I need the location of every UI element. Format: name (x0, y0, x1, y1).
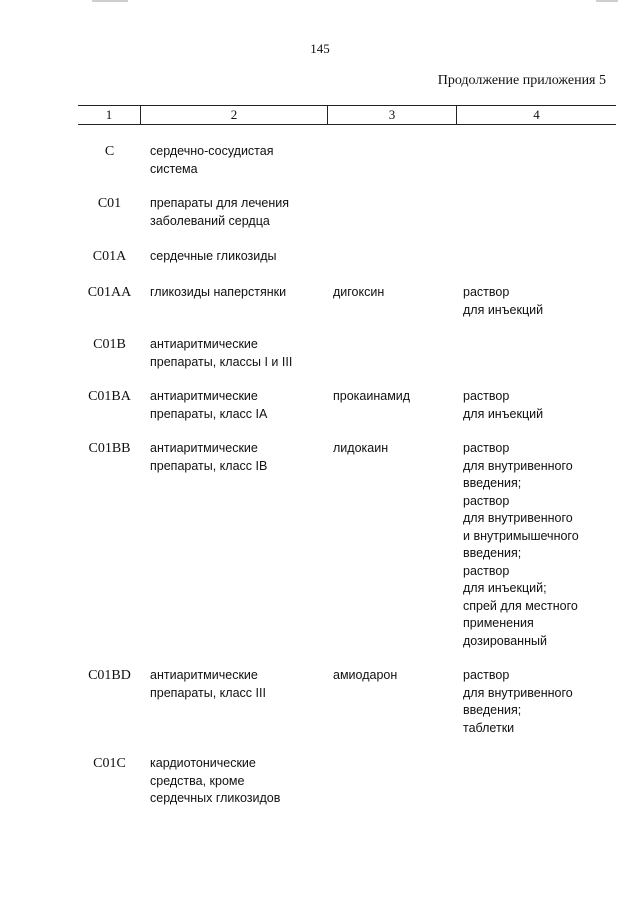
table-header-row (78, 105, 616, 125)
page-number: 145 (310, 41, 330, 56)
dosage-form: раствор для инъекций (463, 285, 544, 317)
scan-edge-left (92, 0, 128, 2)
group-name: препараты для лечения заболеваний сердца (150, 196, 289, 228)
header-col-3: 3 (328, 106, 457, 124)
drug-name: амиодарон (333, 668, 398, 682)
atc-code: C01 (97, 196, 122, 211)
atc-code: C01B (93, 337, 126, 352)
group-name: кардиотонические средства, кроме сердечных гликозидов (150, 756, 281, 805)
atc-code: C01BD (88, 668, 131, 683)
group-name: гликозиды наперстянки (150, 285, 287, 299)
group-name: сердечно-сосудистая система (150, 144, 274, 176)
header-col-2: 2 (141, 106, 328, 124)
group-name: сердечные гликозиды (150, 249, 277, 263)
atc-code: C01BB (88, 441, 131, 456)
atc-code: C01A (92, 249, 127, 264)
atc-code: C (104, 144, 115, 159)
atc-code: C01AA (87, 285, 132, 300)
header-col-4: 4 (533, 107, 540, 122)
dosage-form: раствор для внутривенного введения; раствор для внутривенного и внутримышечного введения; раствор для инъекций; спрей для местного применения дозированный (463, 441, 579, 648)
drug-name: прокаинамид (333, 389, 411, 403)
drug-name: лидокаин (333, 441, 389, 455)
dosage-form: раствор для внутривенного введения; таблетки (463, 668, 573, 735)
drug-name: дигоксин (333, 285, 385, 299)
dosage-form: раствор для инъекций (463, 389, 544, 421)
group-name: антиаритмические препараты, класс IA (150, 389, 268, 421)
header-col-1: 1 (78, 106, 141, 124)
group-name: антиаритмические препараты, классы I и III (150, 337, 293, 369)
atc-code: C01BA (88, 389, 131, 404)
group-name: антиаритмические препараты, класс IB (150, 441, 268, 473)
scan-edge-right (596, 0, 618, 2)
continuation-caption: Продолжение приложения 5 (437, 73, 606, 88)
atc-code: C01C (93, 756, 126, 771)
group-name: антиаритмические препараты, класс III (150, 668, 266, 700)
